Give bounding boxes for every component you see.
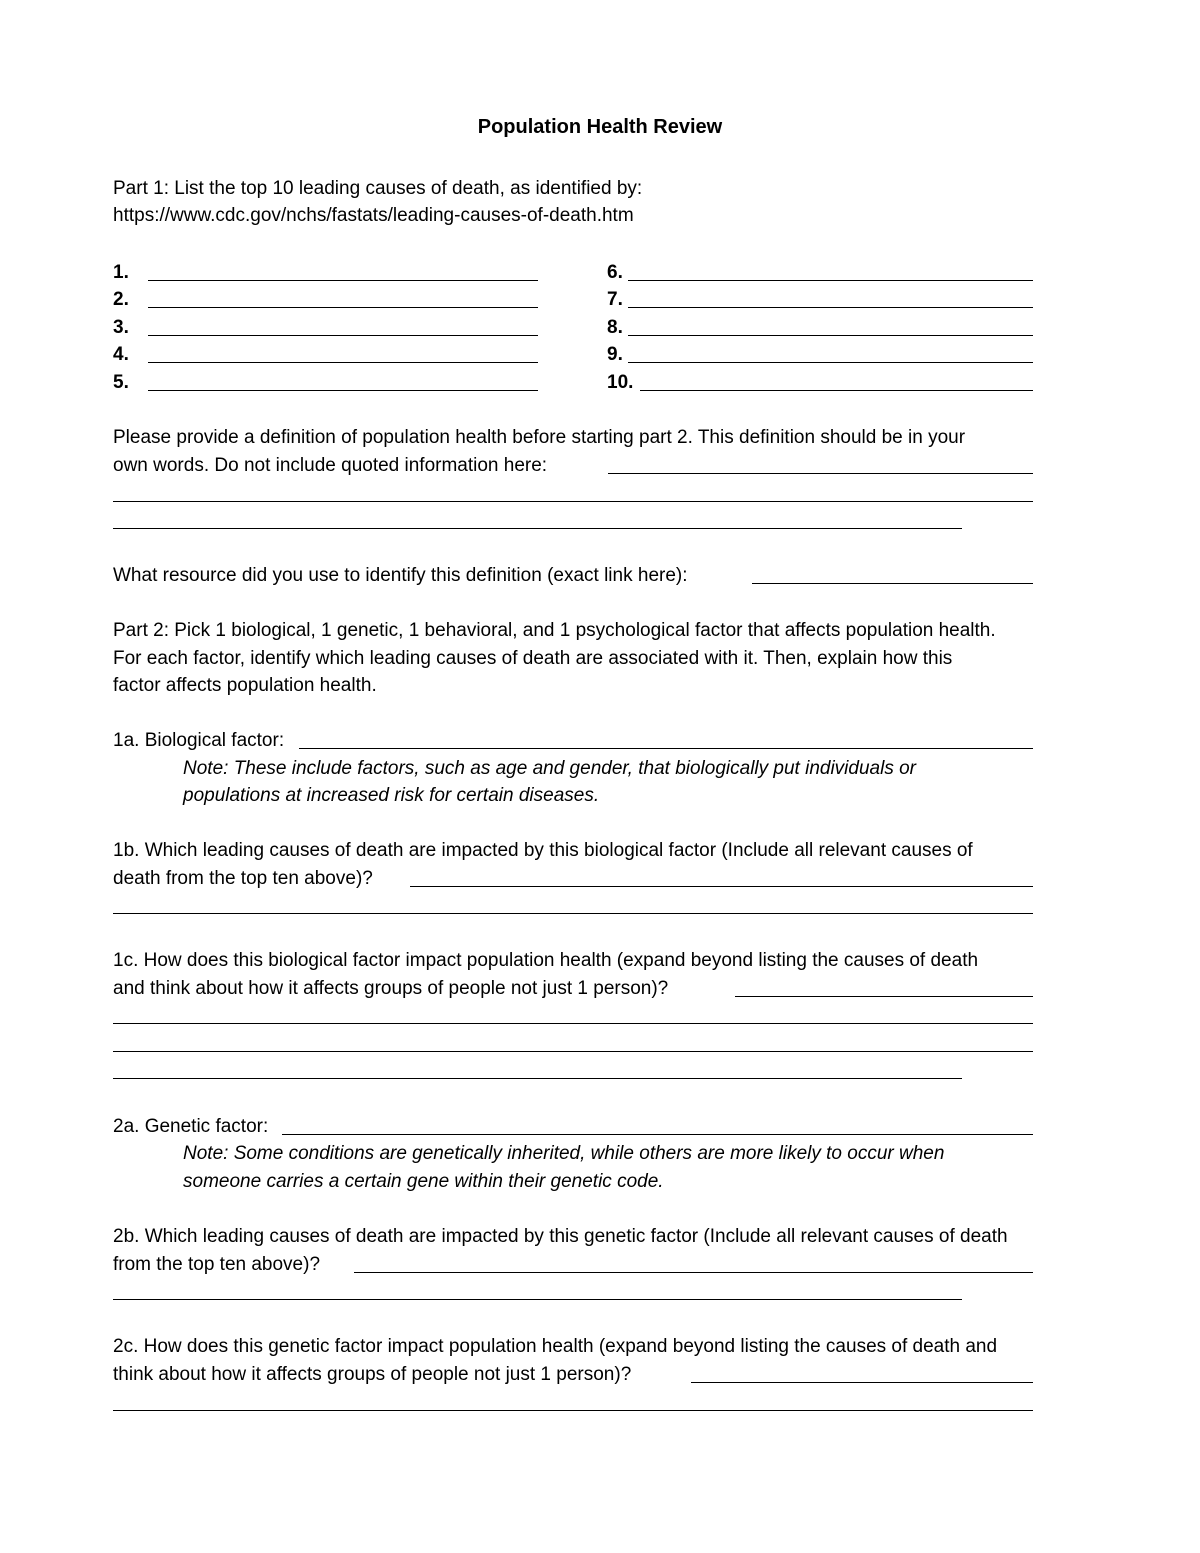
answer-line-cause-10[interactable] [640, 390, 1033, 391]
q2b-prompt-line2: from the top ten above)? [113, 1254, 321, 1275]
q1b-answer-line-2[interactable] [113, 913, 1033, 914]
list-number-6: 6. [607, 262, 623, 283]
list-number-4: 4. [113, 344, 129, 365]
answer-line-cause-5[interactable] [148, 390, 538, 391]
resource-prompt: What resource did you use to identify this definition (exact link here): [113, 565, 688, 586]
q2a-note-line2: someone carries a certain gene within their genetic code. [183, 1171, 664, 1192]
definition-prompt-line1: Please provide a definition of population health before starting part 2. This definition should be in your [113, 427, 966, 448]
q2c-prompt-line2: think about how it affects groups of people not just 1 person)? [113, 1364, 632, 1385]
list-number-9: 9. [607, 344, 623, 365]
q1c-prompt-line1: 1c. How does this biological factor impact population health (expand beyond listing the causes of death [113, 950, 979, 971]
q1b-prompt-line2: death from the top ten above)? [113, 868, 373, 889]
answer-line-cause-9[interactable] [628, 362, 1033, 363]
answer-line-cause-1[interactable] [148, 280, 538, 281]
q2b-answer-line-1[interactable] [354, 1272, 1033, 1273]
answer-line-cause-6[interactable] [628, 280, 1033, 281]
q2a-note-line1: Note: Some conditions are genetically inherited, while others are more likely to occur when [183, 1143, 945, 1164]
q2c-prompt-line1: 2c. How does this genetic factor impact population health (expand beyond listing the causes of death and [113, 1336, 998, 1357]
q2c-answer-line-1[interactable] [691, 1382, 1033, 1383]
list-number-8: 8. [607, 317, 623, 338]
part1-instructions: Part 1: List the top 10 leading causes of death, as identified by: [113, 178, 643, 199]
resource-answer-line[interactable] [752, 583, 1033, 584]
q1c-answer-line-1[interactable] [735, 996, 1033, 997]
definition-answer-line-2[interactable] [113, 501, 1033, 502]
q2b-prompt-line1: 2b. Which leading causes of death are impacted by this genetic factor (Include all relevant causes of death [113, 1226, 1008, 1247]
answer-line-cause-7[interactable] [628, 307, 1033, 308]
answer-line-cause-3[interactable] [148, 335, 538, 336]
q1c-answer-line-3[interactable] [113, 1051, 1033, 1052]
answer-line-cause-2[interactable] [148, 307, 538, 308]
part1-url: https://www.cdc.gov/nchs/fastats/leading-causes-of-death.htm [113, 205, 634, 226]
q2a-label: 2a. Genetic factor: [113, 1116, 269, 1137]
q1b-answer-line-1[interactable] [410, 886, 1033, 887]
q1c-answer-line-2[interactable] [113, 1023, 1033, 1024]
q1c-prompt-line2: and think about how it affects groups of people not just 1 person)? [113, 978, 669, 999]
q1a-answer-line[interactable] [299, 748, 1033, 749]
answer-line-cause-8[interactable] [628, 335, 1033, 336]
q1a-note-line1: Note: These include factors, such as age and gender, that biologically put individuals or [183, 758, 917, 779]
q2a-answer-line[interactable] [282, 1134, 1033, 1135]
definition-prompt-line2: own words. Do not include quoted information here: [113, 455, 548, 476]
part2-instructions-line2: For each factor, identify which leading causes of death are associated with it. Then, explain how this [113, 648, 953, 669]
definition-answer-line-3[interactable] [113, 528, 962, 529]
definition-answer-line-1[interactable] [608, 473, 1033, 474]
list-number-7: 7. [607, 289, 623, 310]
q1b-prompt-line1: 1b. Which leading causes of death are impacted by this biological factor (Include all relevant causes of [113, 840, 973, 861]
q1c-answer-line-4[interactable] [113, 1078, 962, 1079]
page-title: Population Health Review [477, 116, 723, 138]
answer-line-cause-4[interactable] [148, 362, 538, 363]
list-number-3: 3. [113, 317, 129, 338]
list-number-5: 5. [113, 372, 129, 393]
q1a-note-line2: populations at increased risk for certain diseases. [183, 785, 600, 806]
part2-instructions-line1: Part 2: Pick 1 biological, 1 genetic, 1 behavioral, and 1 psychological factor that affects population health. [113, 620, 996, 641]
q2b-answer-line-2[interactable] [113, 1299, 962, 1300]
q1a-label: 1a. Biological factor: [113, 730, 285, 751]
list-number-10: 10. [607, 372, 634, 393]
list-number-1: 1. [113, 262, 129, 283]
part2-instructions-line3: factor affects population health. [113, 675, 377, 696]
list-number-2: 2. [113, 289, 129, 310]
q2c-answer-line-2[interactable] [113, 1410, 1033, 1411]
